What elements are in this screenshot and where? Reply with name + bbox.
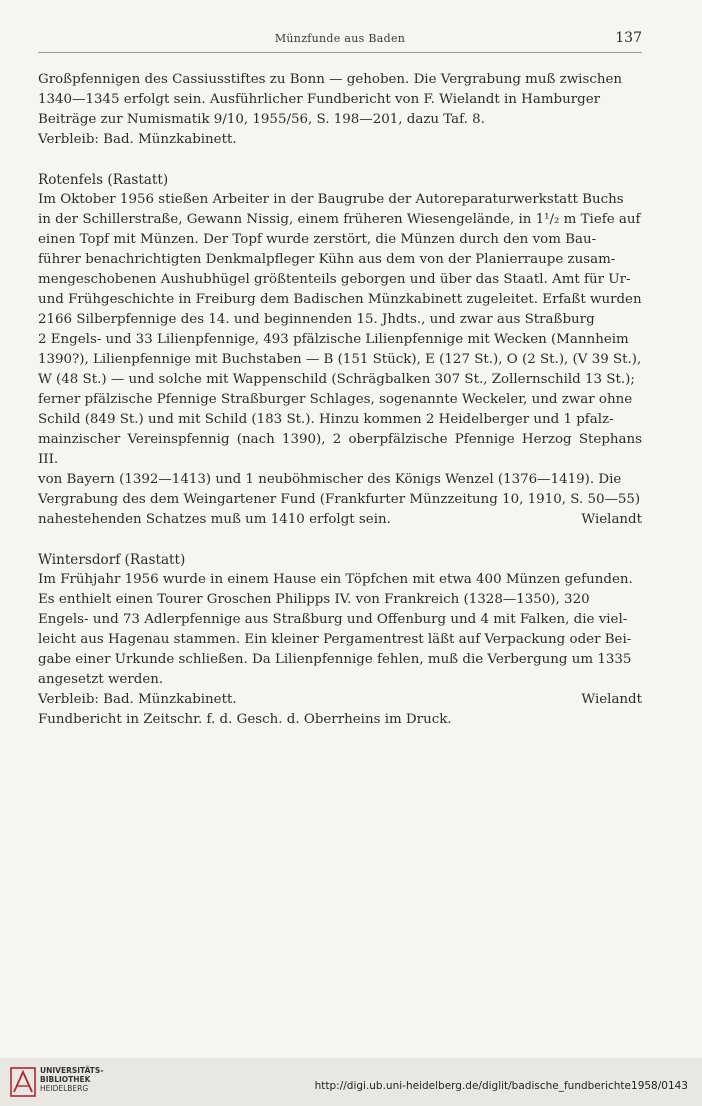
text-line: 2 Engels- und 33 Lilienpfennige, 493 pfälzische Lilienpfennige mit Wecken (Mannheim xyxy=(38,332,629,347)
library-name: UNIVERSITÄTS- BIBLIOTHEK HEIDELBERG xyxy=(40,1066,104,1093)
text-line: führer benachrichtigten Denkmalpfleger Kühn aus dem von der Planierraupe zusam- xyxy=(38,252,616,267)
text-line: W (48 St.) — und solche mit Wappenschild (Schrägbalken 307 St., Zollernschild 13 St.); xyxy=(38,372,635,387)
running-title: Münzfunde aus Baden xyxy=(274,32,406,45)
author-signature: Wielandt xyxy=(581,692,642,707)
text-line: Engels- und 73 Adlerpfennige aus Straßburg und Offenburg und 4 mit Falken, die viel- xyxy=(38,612,628,627)
text-line: und Frühgeschichte in Freiburg dem Badischen Münzkabinett zugeleitet. Erfaßt wurden xyxy=(38,292,642,307)
text-line: gabe einer Urkunde schließen. Da Lilienpfennige fehlen, muß die Verbergung um 1335 xyxy=(38,652,632,667)
page-number: 137 xyxy=(615,30,642,46)
library-logo-icon xyxy=(10,1066,36,1098)
closing-line xyxy=(38,690,642,710)
page-body xyxy=(38,70,642,730)
text-line: mengeschobenen Aushubhügel größtenteils geborgen und über das Staatl. Amt für Ur- xyxy=(38,272,631,287)
intro-paragraph xyxy=(38,70,642,150)
text-line: Vergrabung des dem Weingartener Fund (Frankfurter Münzzeitung 10, 1910, S. 50—55) xyxy=(38,492,641,507)
text-line: ferner pfälzische Pfennige Straßburger Schlages, sogenannte Weckeler, und zwar ohne xyxy=(38,392,633,407)
running-head xyxy=(38,30,642,53)
verbleib-text: Verbleib: Bad. Münzkabinett. xyxy=(38,692,237,707)
text-line: Es enthielt einen Tourer Groschen Philipps IV. von Frankreich (1328—1350), 320 xyxy=(38,592,590,607)
section-heading: Rotenfels (Rastatt) xyxy=(38,172,169,188)
text-line: nahestehenden Schatzes muß um 1410 erfolgt sein. xyxy=(38,512,391,527)
source-url[interactable]: http://digi.ub.uni-heidelberg.de/diglit/badische_fundberichte1958/0143 xyxy=(314,1080,688,1092)
text-line: 2166 Silberpfennige des 14. und beginnenden 15. Jhdts., und zwar aus Straßburg xyxy=(38,312,595,327)
text-line: von Bayern (1392—1413) und 1 neuböhmischer des Königs Wenzel (1376—1419). Die xyxy=(38,472,622,487)
closing-line xyxy=(38,510,642,530)
text-line: leicht aus Hagenau stammen. Ein kleiner Pergamentrest läßt auf Verpackung oder Bei- xyxy=(38,632,632,647)
text-line: Großpfennigen des Cassiusstiftes zu Bonn — gehoben. Die Vergrabung muß zwischen xyxy=(38,72,623,87)
text-line: Verbleib: Bad. Münzkabinett. xyxy=(38,132,237,147)
text-line: 1390?), Lilienpfennige mit Buchstaben — B (151 Stück), E (127 St.), O (2 St.), (V 39 St.), xyxy=(38,352,642,367)
author-signature: Wielandt xyxy=(581,512,642,527)
text-line: Im Oktober 1956 stießen Arbeiter in der Baugrube der Autoreparaturwerkstatt Buchs xyxy=(38,192,624,207)
text-line: mainzischer Vereinspfennig (nach 1390), 2 oberpfälzische Pfennige Herzog Stephans III. xyxy=(38,432,642,467)
text-line: in der Schillerstraße, Gewann Nissig, einem früheren Wiesengelände, in 1¹/₂ m Tiefe auf xyxy=(38,212,641,227)
fundbericht-text: Fundbericht in Zeitschr. f. d. Gesch. d. Oberrheins im Druck. xyxy=(38,712,452,727)
text-line: Schild (849 St.) und mit Schild (183 St.). Hinzu kommen 2 Heidelberger und 1 pfalz- xyxy=(38,412,614,427)
text-line: einen Topf mit Münzen. Der Topf wurde zerstört, die Münzen durch den vom Bau- xyxy=(38,232,597,247)
text-line: 1340—1345 erfolgt sein. Ausführlicher Fundbericht von F. Wielandt in Hamburger xyxy=(38,92,601,107)
section-rotenfels xyxy=(38,170,642,530)
text-line: angesetzt werden. xyxy=(38,672,164,687)
section-wintersdorf xyxy=(38,550,642,730)
text-line: Beiträge zur Numismatik 9/10, 1955/56, S. 198—201, dazu Taf. 8. xyxy=(38,112,485,127)
section-heading: Wintersdorf (Rastatt) xyxy=(38,552,186,568)
text-line: Im Frühjahr 1956 wurde in einem Hause ein Töpfchen mit etwa 400 Münzen gefunden. xyxy=(38,572,633,587)
